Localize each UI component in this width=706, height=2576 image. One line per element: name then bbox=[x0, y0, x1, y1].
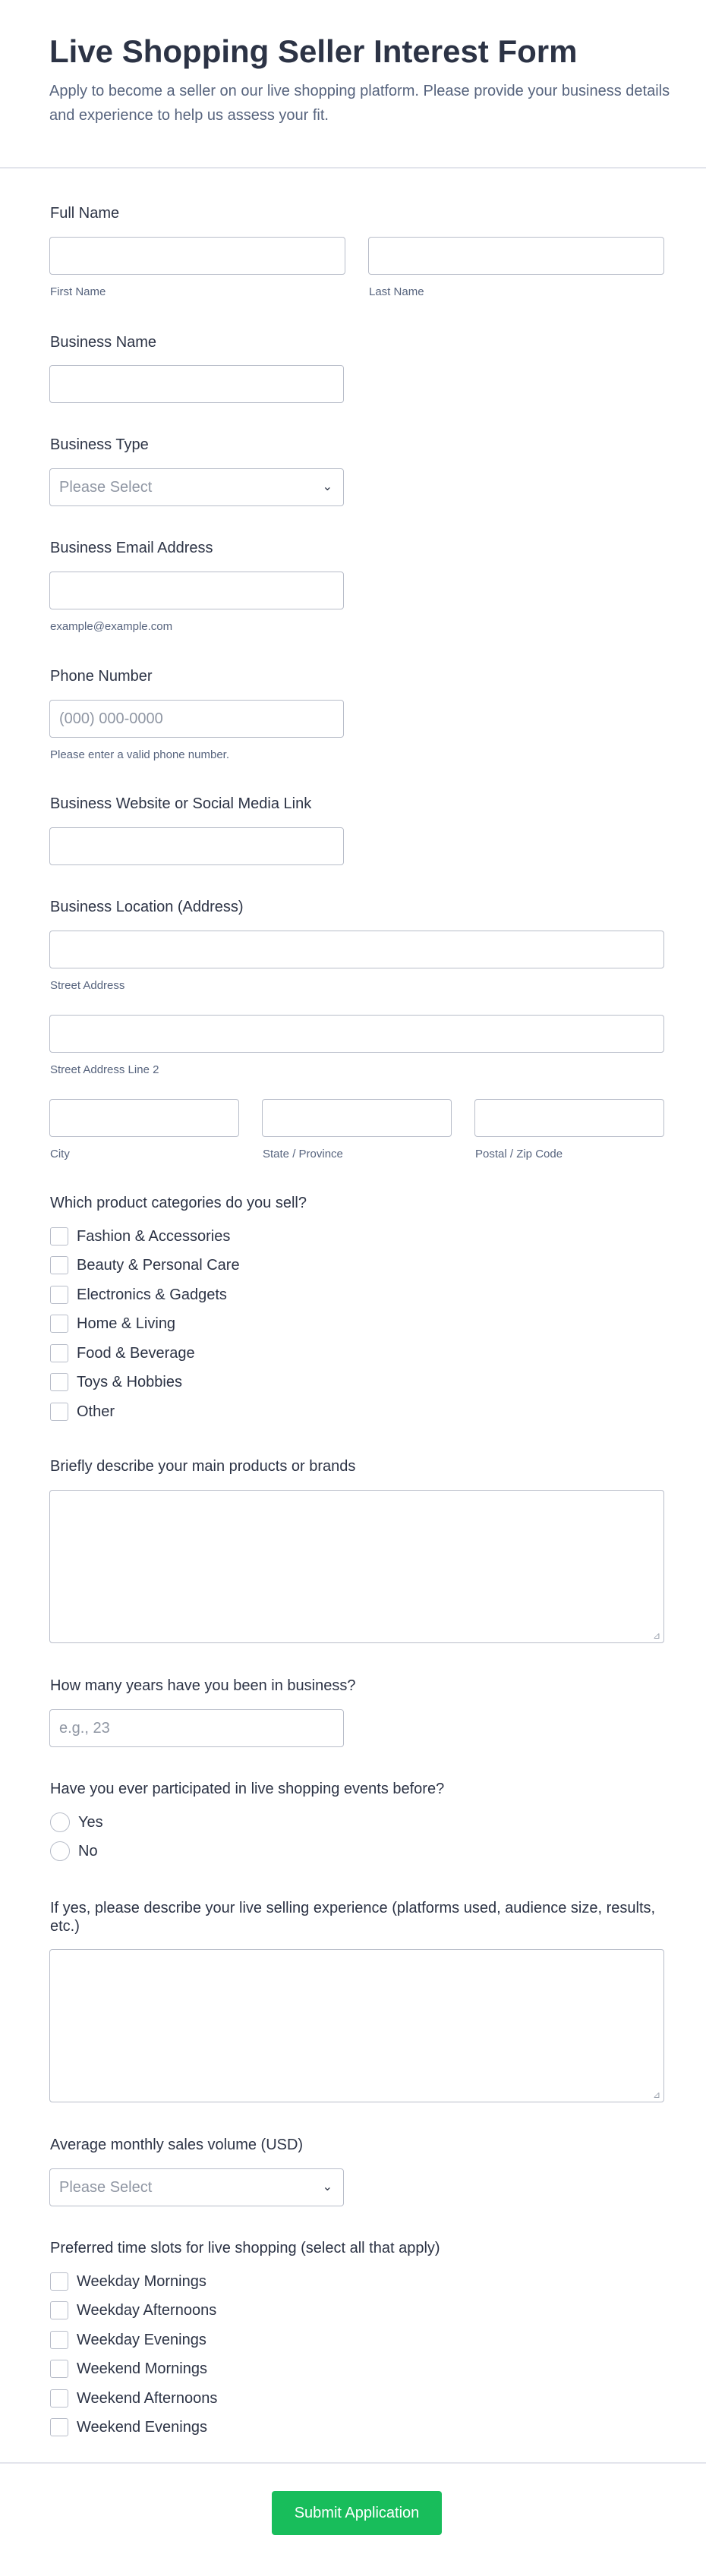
city-input[interactable] bbox=[49, 1099, 239, 1137]
phone-input[interactable] bbox=[49, 700, 344, 738]
checkbox[interactable] bbox=[50, 1403, 68, 1421]
website-label: Business Website or Social Media Link bbox=[50, 795, 312, 812]
checkbox[interactable] bbox=[50, 1227, 68, 1245]
sales-volume-label: Average monthly sales volume (USD) bbox=[50, 2137, 304, 2153]
full-name-label: Full Name bbox=[50, 205, 120, 222]
form-subtitle: Apply to become a seller on our live shopping platform. Please provide your business details and experience to help us assess your fit. bbox=[49, 83, 670, 124]
time-slot-option[interactable]: Weekend Afternoons bbox=[50, 2389, 217, 2408]
radio-button[interactable] bbox=[50, 1841, 70, 1861]
sales-volume-selected: Please Select bbox=[59, 2179, 153, 2196]
form-header bbox=[0, 0, 706, 168]
participated-option-yes[interactable]: Yes bbox=[50, 1812, 103, 1832]
city-sublabel: City bbox=[50, 1148, 70, 1160]
time-slot-option[interactable]: Weekday Evenings bbox=[50, 2330, 206, 2350]
category-option[interactable]: Other bbox=[50, 1402, 115, 1422]
resize-grip-icon: ⊿ bbox=[652, 2089, 660, 2100]
form-footer bbox=[0, 2462, 706, 2576]
category-option[interactable]: Beauty & Personal Care bbox=[50, 1255, 240, 1275]
products-label: Briefly describe your main products or brands bbox=[50, 1458, 356, 1475]
sales-volume-select[interactable] bbox=[49, 2168, 344, 2206]
checkbox[interactable] bbox=[50, 2360, 68, 2378]
street-address-line2-sublabel: Street Address Line 2 bbox=[50, 1063, 159, 1076]
zip-sublabel: Postal / Zip Code bbox=[475, 1148, 563, 1160]
years-label: How many years have you been in business? bbox=[50, 1677, 356, 1694]
category-option[interactable]: Toys & Hobbies bbox=[50, 1372, 182, 1392]
category-option[interactable]: Electronics & Gadgets bbox=[50, 1285, 227, 1305]
resize-grip-icon: ⊿ bbox=[652, 1630, 660, 1641]
category-option[interactable]: Fashion & Accessories bbox=[50, 1227, 230, 1246]
phone-label: Phone Number bbox=[50, 668, 153, 685]
checkbox[interactable] bbox=[50, 2301, 68, 2319]
business-type-selected: Please Select bbox=[59, 479, 153, 496]
business-type-select[interactable] bbox=[49, 468, 344, 506]
form-title: Live Shopping Seller Interest Form bbox=[49, 33, 578, 69]
street-address-line2-input[interactable] bbox=[49, 1015, 664, 1053]
email-sublabel: example@example.com bbox=[50, 620, 173, 633]
submit-button[interactable]: Submit Application bbox=[272, 2491, 442, 2535]
checkbox[interactable] bbox=[50, 1286, 68, 1304]
checkbox[interactable] bbox=[50, 1373, 68, 1391]
checkbox[interactable] bbox=[50, 2331, 68, 2349]
checkbox[interactable] bbox=[50, 1315, 68, 1333]
time-slot-option[interactable]: Weekend Mornings bbox=[50, 2359, 207, 2379]
chevron-down-icon: ⌄ bbox=[322, 2181, 333, 2193]
experience-label: If yes, please describe your live selling experience (platforms used, audience size, results, etc.) bbox=[50, 1900, 656, 1935]
email-input[interactable] bbox=[49, 572, 344, 609]
years-input[interactable] bbox=[49, 1709, 344, 1747]
checkbox[interactable] bbox=[50, 2389, 68, 2408]
experience-textarea[interactable] bbox=[49, 1949, 664, 2102]
products-textarea[interactable] bbox=[49, 1490, 664, 1643]
checkbox[interactable] bbox=[50, 2272, 68, 2291]
time-slot-option[interactable]: Weekend Evenings bbox=[50, 2417, 207, 2437]
business-name-label: Business Name bbox=[50, 334, 157, 351]
checkbox[interactable] bbox=[50, 2418, 68, 2436]
business-type-label: Business Type bbox=[50, 436, 149, 453]
first-name-input[interactable] bbox=[49, 237, 345, 275]
checkbox[interactable] bbox=[50, 1256, 68, 1274]
participated-label: Have you ever participated in live shopping events before? bbox=[50, 1781, 445, 1797]
checkbox[interactable] bbox=[50, 1344, 68, 1362]
website-input[interactable] bbox=[49, 827, 344, 865]
last-name-input[interactable] bbox=[368, 237, 664, 275]
participated-option-no[interactable]: No bbox=[50, 1841, 98, 1861]
email-label: Business Email Address bbox=[50, 540, 213, 556]
state-input[interactable] bbox=[262, 1099, 452, 1137]
address-label: Business Location (Address) bbox=[50, 899, 244, 915]
category-option[interactable]: Food & Beverage bbox=[50, 1343, 195, 1363]
last-name-sublabel: Last Name bbox=[369, 285, 424, 298]
state-sublabel: State / Province bbox=[263, 1148, 343, 1160]
time-slot-option[interactable]: Weekday Afternoons bbox=[50, 2300, 216, 2320]
business-name-input[interactable] bbox=[49, 365, 344, 403]
category-option[interactable]: Home & Living bbox=[50, 1314, 175, 1334]
time-slot-option[interactable]: Weekday Mornings bbox=[50, 2272, 206, 2291]
phone-sublabel: Please enter a valid phone number. bbox=[50, 748, 229, 761]
chevron-down-icon: ⌄ bbox=[322, 480, 333, 493]
zip-input[interactable] bbox=[474, 1099, 664, 1137]
categories-label: Which product categories do you sell? bbox=[50, 1195, 307, 1211]
time-slots-label: Preferred time slots for live shopping (select all that apply) bbox=[50, 2240, 440, 2256]
first-name-sublabel: First Name bbox=[50, 285, 106, 298]
street-address-sublabel: Street Address bbox=[50, 979, 125, 992]
radio-button[interactable] bbox=[50, 1812, 70, 1832]
street-address-input[interactable] bbox=[49, 931, 664, 968]
